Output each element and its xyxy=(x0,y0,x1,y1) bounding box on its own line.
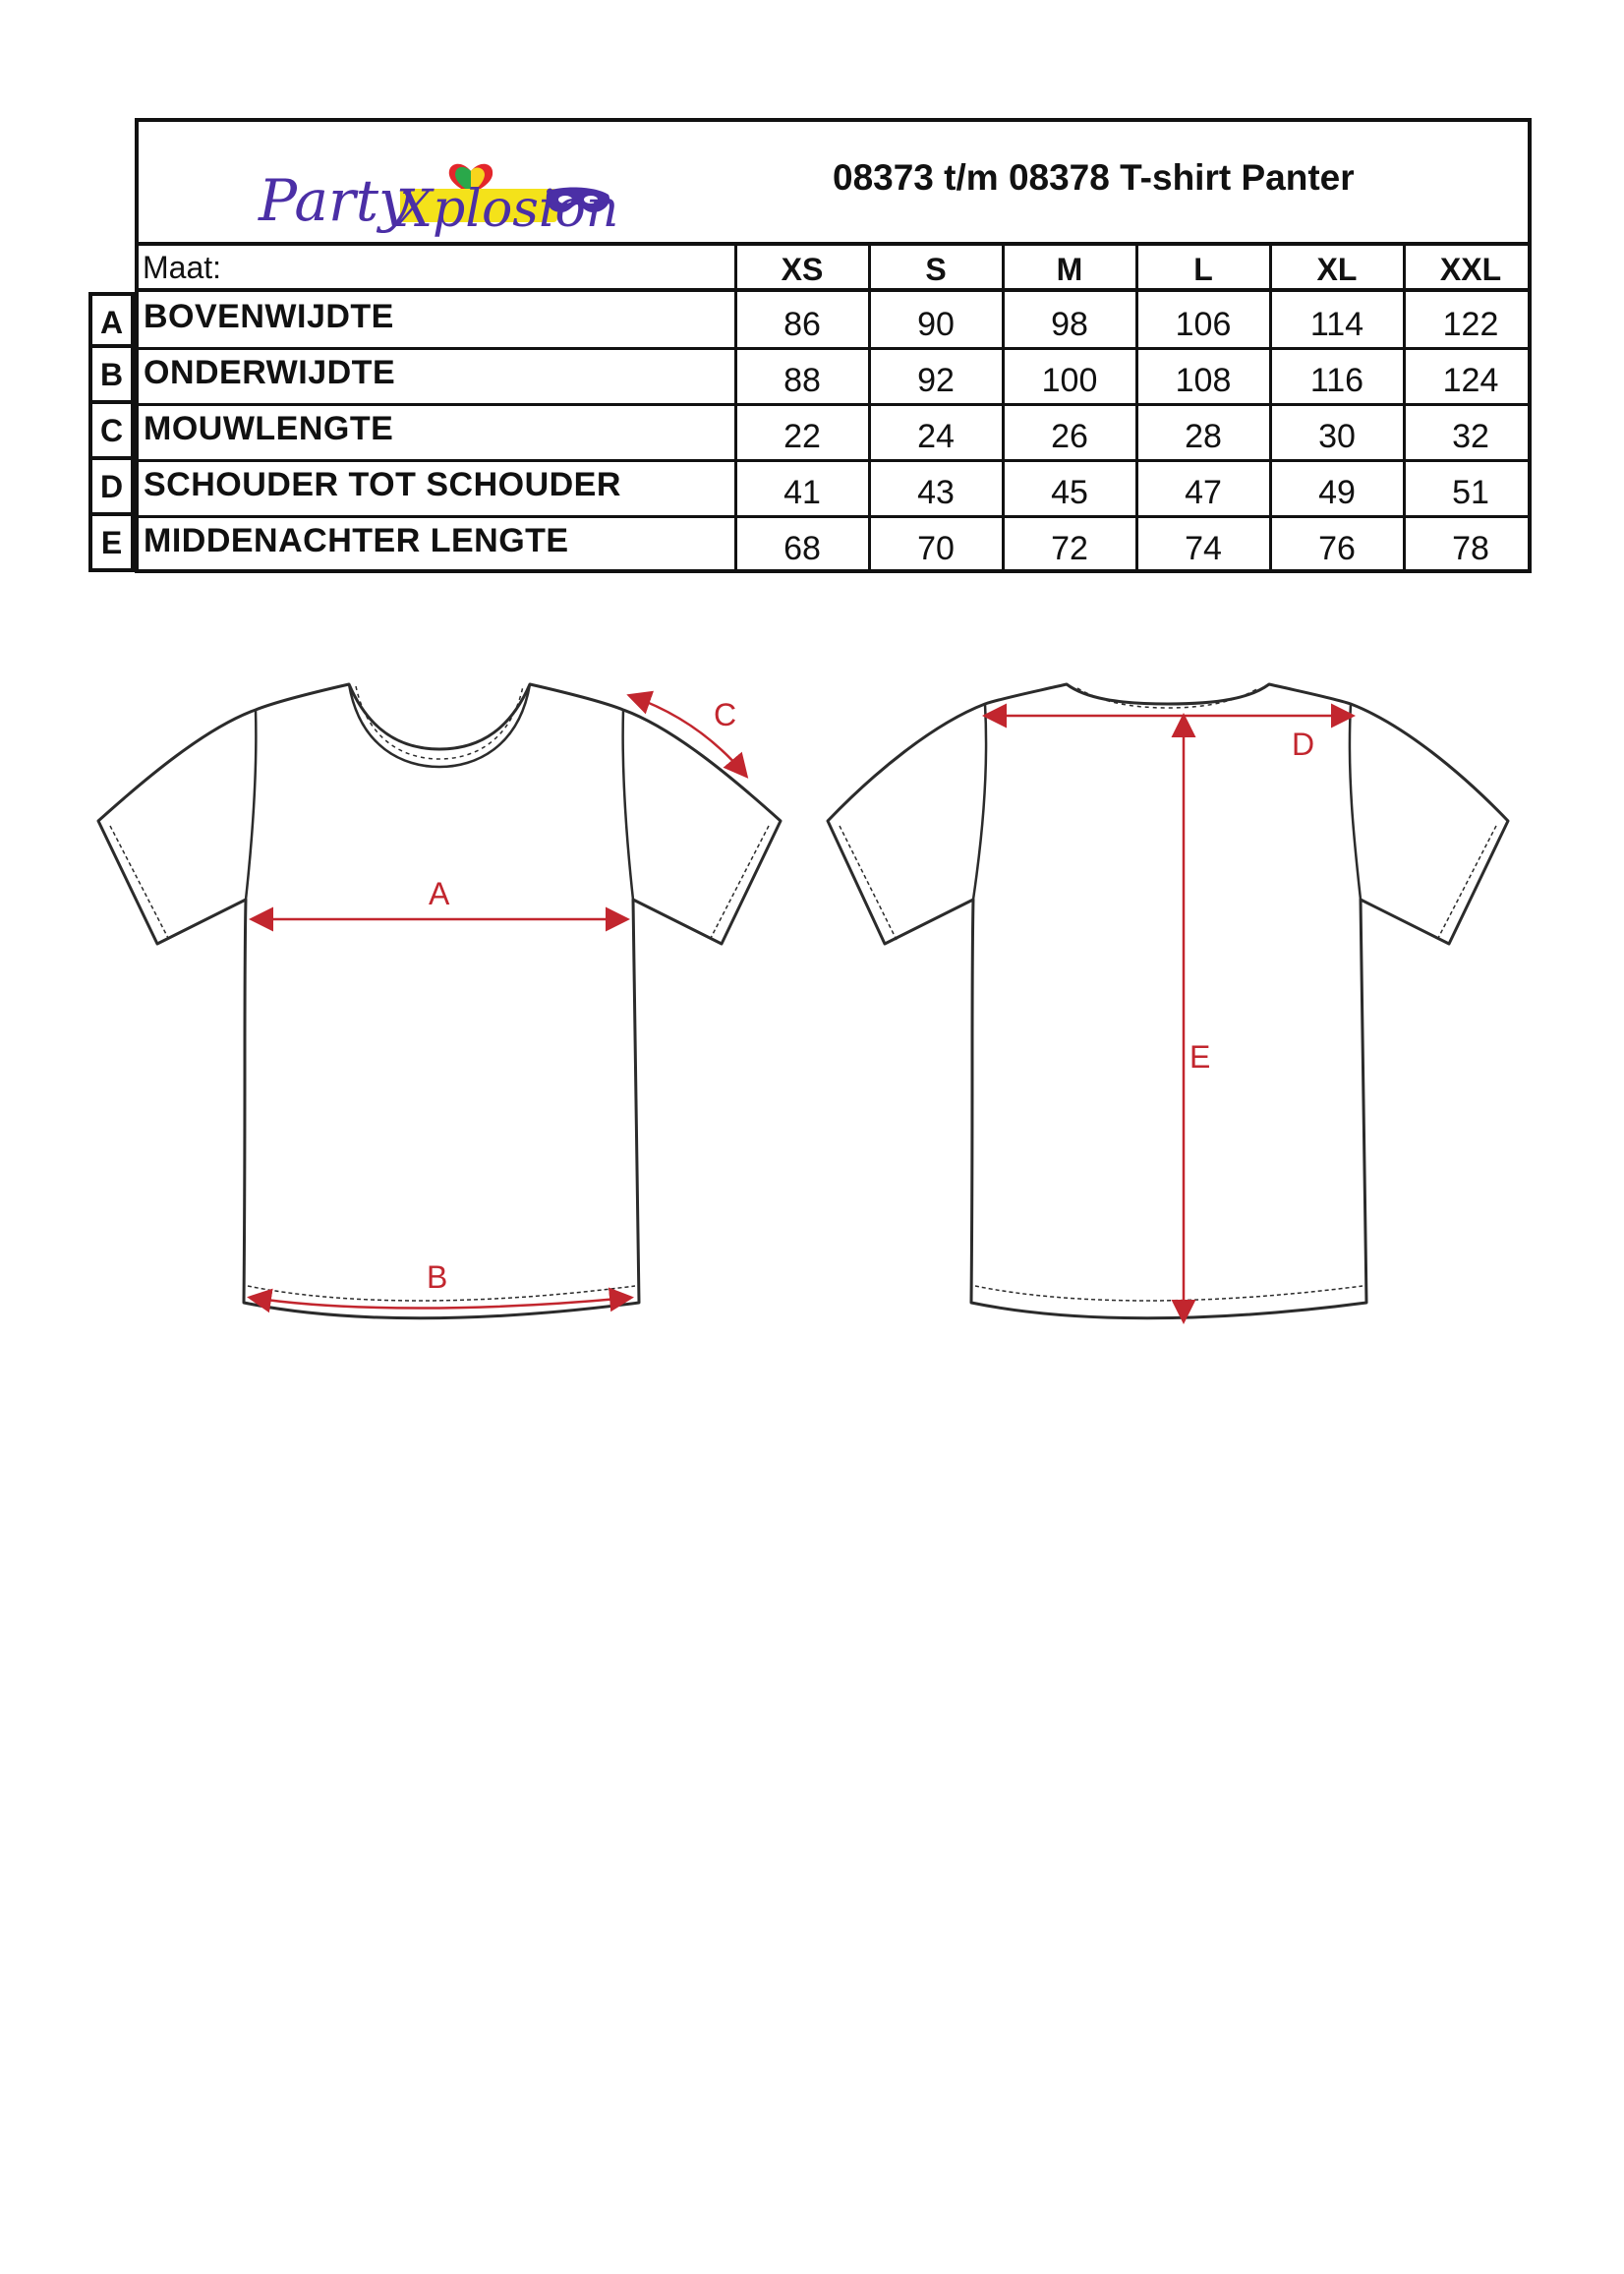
label-b: B xyxy=(427,1259,448,1295)
table-row xyxy=(88,404,1532,460)
table-cell: 108 xyxy=(1175,362,1232,399)
label-d: D xyxy=(1292,727,1315,762)
tshirt-front-outline xyxy=(98,684,781,1318)
tshirt-front-diagram xyxy=(88,669,826,1357)
tshirt-back-outline xyxy=(828,684,1508,1318)
table-cell: 70 xyxy=(917,530,955,567)
table-cell: 24 xyxy=(917,418,955,455)
label-e: E xyxy=(1189,1039,1211,1075)
table-cell: 43 xyxy=(917,474,955,511)
row-letter: A xyxy=(88,292,135,348)
row-measurement-name: BOVENWIJDTE xyxy=(144,298,394,335)
row-letter: D xyxy=(88,460,135,516)
table-cell: 86 xyxy=(783,306,821,343)
size-header-m: M xyxy=(1056,252,1083,287)
svg-text:Party: Party xyxy=(259,167,411,234)
table-cell: 74 xyxy=(1185,530,1222,567)
row-measurement-name: MIDDENACHTER LENGTE xyxy=(144,522,569,559)
table-cell: 32 xyxy=(1452,418,1489,455)
document-title: 08373 t/m 08378 T-shirt Panter xyxy=(833,157,1355,198)
table-cell: 49 xyxy=(1318,474,1356,511)
size-header-xl: XL xyxy=(1316,252,1358,287)
size-header-xxl: XXL xyxy=(1439,252,1502,287)
table-cell: 76 xyxy=(1318,530,1356,567)
partyxplosion-logo xyxy=(253,130,626,238)
table-row xyxy=(88,292,1532,348)
table-row xyxy=(88,348,1532,404)
table-cell: 92 xyxy=(917,362,955,399)
table-cell: 72 xyxy=(1051,530,1088,567)
row-measurement-name: SCHOUDER TOT SCHOUDER xyxy=(144,466,621,503)
label-c: C xyxy=(714,697,737,732)
maat-label: Maat: xyxy=(143,250,222,285)
table-cell: 106 xyxy=(1175,306,1232,343)
table-cell: 30 xyxy=(1318,418,1356,455)
table-cell: 100 xyxy=(1041,362,1098,399)
table-row xyxy=(88,516,1532,572)
size-chart-table xyxy=(88,118,1532,573)
table-cell: 28 xyxy=(1185,418,1222,455)
size-header-s: S xyxy=(925,252,947,287)
table-cell: 124 xyxy=(1442,362,1499,399)
row-measurement-name: MOUWLENGTE xyxy=(144,410,394,447)
tshirt-back-diagram xyxy=(826,669,1543,1357)
label-a: A xyxy=(429,876,450,911)
table-cell: 68 xyxy=(783,530,821,567)
table-cell: 51 xyxy=(1452,474,1489,511)
table-cell: 22 xyxy=(783,418,821,455)
table-cell: 47 xyxy=(1185,474,1222,511)
row-letter: E xyxy=(88,516,135,572)
size-header-xs: XS xyxy=(781,252,824,287)
table-cell: 98 xyxy=(1051,306,1088,343)
table-header xyxy=(135,118,1532,246)
size-header-row xyxy=(135,246,1532,292)
table-cell: 41 xyxy=(783,474,821,511)
table-cell: 78 xyxy=(1452,530,1489,567)
table-row xyxy=(88,460,1532,516)
size-header-l: L xyxy=(1193,252,1213,287)
table-cell: 116 xyxy=(1309,362,1364,399)
row-letter: B xyxy=(88,348,135,404)
row-measurement-name: ONDERWIJDTE xyxy=(144,354,396,391)
svg-text:Xplosion: Xplosion xyxy=(396,180,619,238)
row-letter: C xyxy=(88,404,135,460)
table-cell: 122 xyxy=(1442,306,1499,343)
table-cell: 45 xyxy=(1051,474,1088,511)
table-cell: 114 xyxy=(1309,306,1364,343)
table-cell: 88 xyxy=(783,362,821,399)
table-cell: 90 xyxy=(917,306,955,343)
table-cell: 26 xyxy=(1051,418,1088,455)
